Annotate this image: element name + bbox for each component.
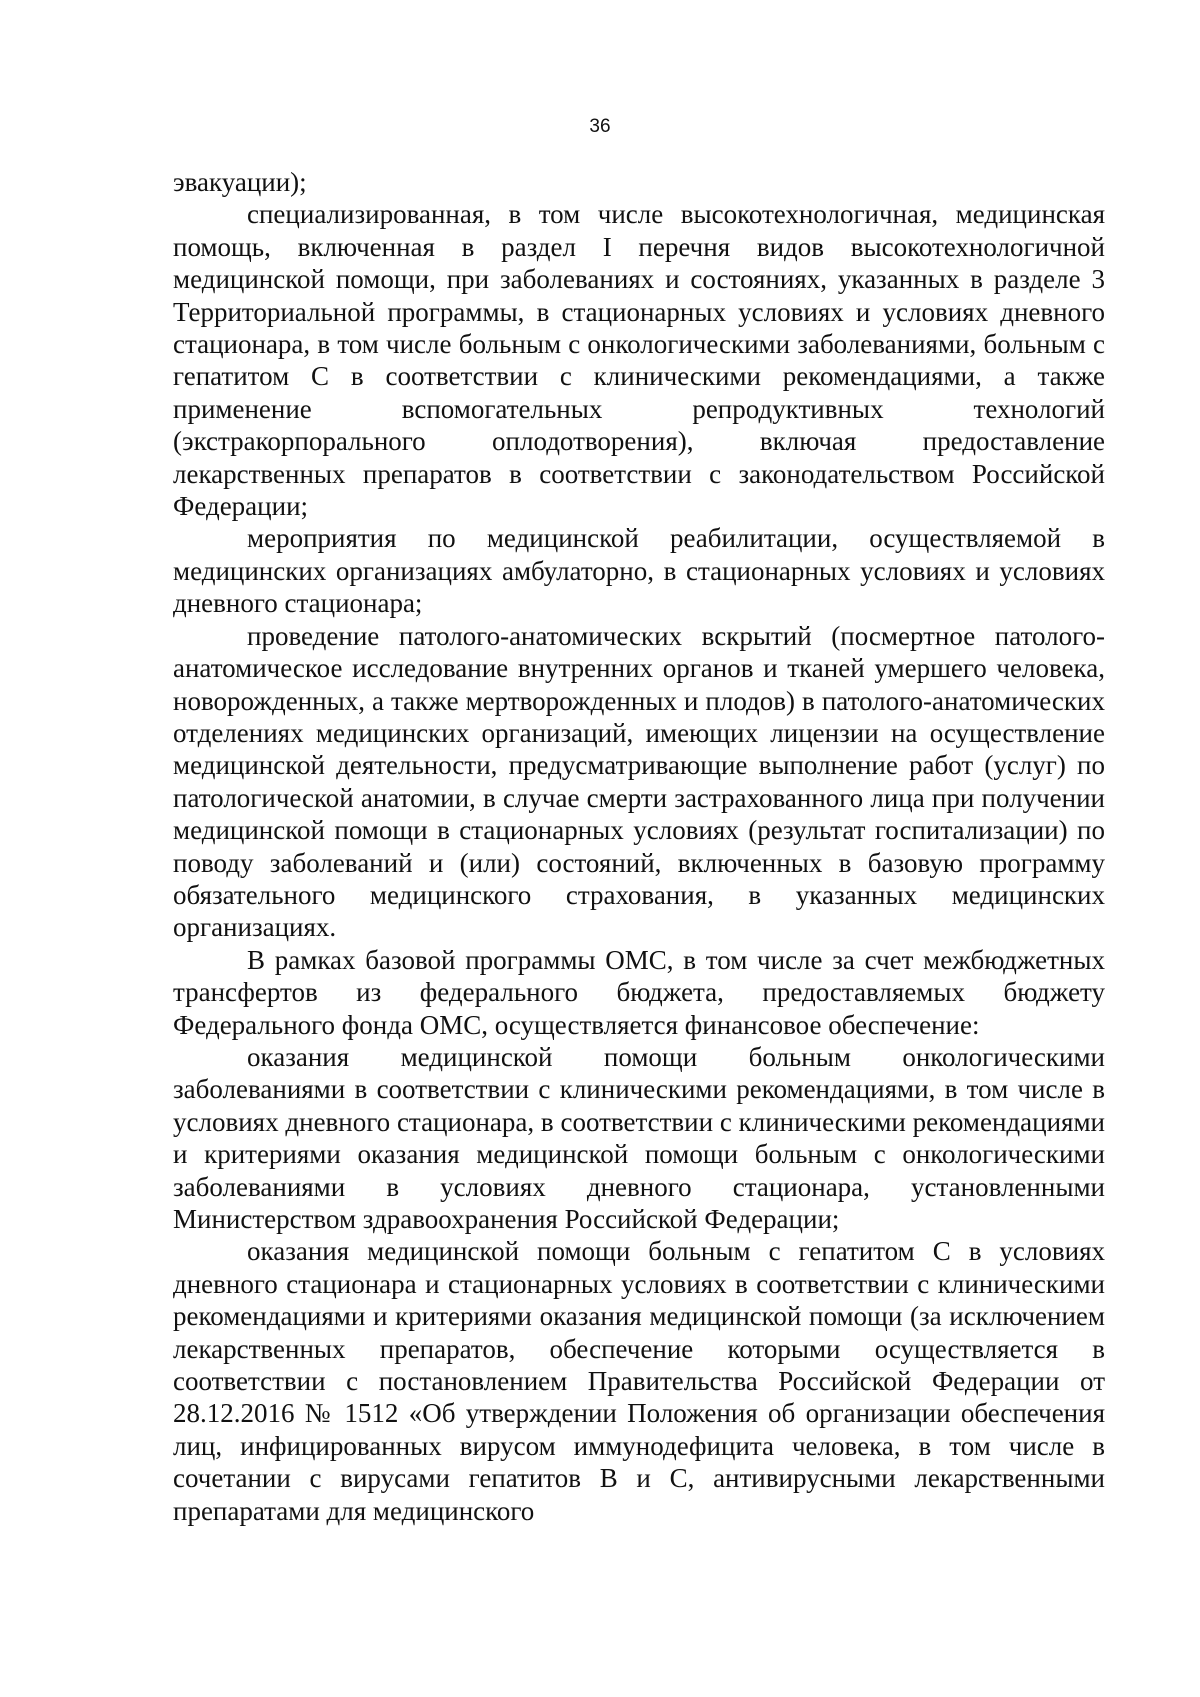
paragraph-evacuation-end: эвакуации);	[173, 167, 307, 197]
paragraph-rehabilitation: мероприятия по медицинской реабилитации, осуществляемой в медицинских организациях амбулаторно, в стационарных условиях и условиях дневного стационара;	[173, 523, 1105, 619]
paragraph-hepatitis-care: оказания медицинской помощи больным с гепатитом С в условиях дневного стационара и стационарных условиях в соответствии с клиническими рекомендациями и критериями оказания медицинской помощи (за исключением лекарственных препаратов, обеспечение которыми осуществляется в соответствии с постановлением Правительства Российской Федерации от 28.12.2016 № 1512 «Об утверждении Положения об организации обеспечения лиц, инфицированных вирусом иммунодефицита человека, в том числе в сочетании с вирусами гепатитов В и С, антивирусными лекарственными препаратами для медицинского	[173, 1236, 1105, 1526]
paragraph-oncology-care: оказания медицинской помощи больным онкологическими заболеваниями в соответствии с клиническими рекомендациями, в том числе в условиях дневного стационара, в соответствии с клиническими рекомендациями и критериями оказания медицинской помощи больным с онкологическими заболеваниями в условиях дневного стационара, установленными Министерством здравоохранения Российской Федерации;	[173, 1041, 1105, 1234]
paragraph-autopsies: проведение патолого-анатомических вскрытий (посмертное патолого-анатомическое исследование внутренних органов и тканей умершего человека, новорожденных, а также мертворожденных и плодов) в патолого-анатомических отделениях медицинских организаций, имеющих лицензии на осуществление медицинской деятельности, предусматривающие выполнение работ (услуг) по патологической анатомии, в случае смерти застрахованного лица при получении медицинской помощи в стационарных условиях (результат госпитализации) по поводу заболеваний и (или) состояний, включенных в базовую программу обязательного медицинского страхования, в указанных медицинских организациях.	[173, 620, 1105, 943]
document-body	[173, 166, 1105, 1527]
page-number: 36	[589, 116, 611, 137]
paragraph-specialized-care: специализированная, в том числе высокотехнологичная, медицинская помощь, включенная в раздел I перечня видов высокотехнологичной медицинской помощи, при заболеваниях и состояниях, указанных в разделе 3 Территориальной программы, в стационарных условиях и условиях дневного стационара, в том числе больным с онкологическими заболеваниями, больным с гепатитом С в соответствии с клиническими рекомендациями, а также применение вспомогательных репродуктивных технологий (экстракорпорального оплодотворения), включая предоставление лекарственных препаратов в соответствии с законодательством Российской Федерации;	[173, 199, 1105, 522]
paragraph-oms-financing: В рамках базовой программы ОМС, в том числе за счет межбюджетных трансфертов из федерального бюджета, предоставляемых бюджету Федерального фонда ОМС, осуществляется финансовое обеспечение:	[173, 944, 1105, 1040]
